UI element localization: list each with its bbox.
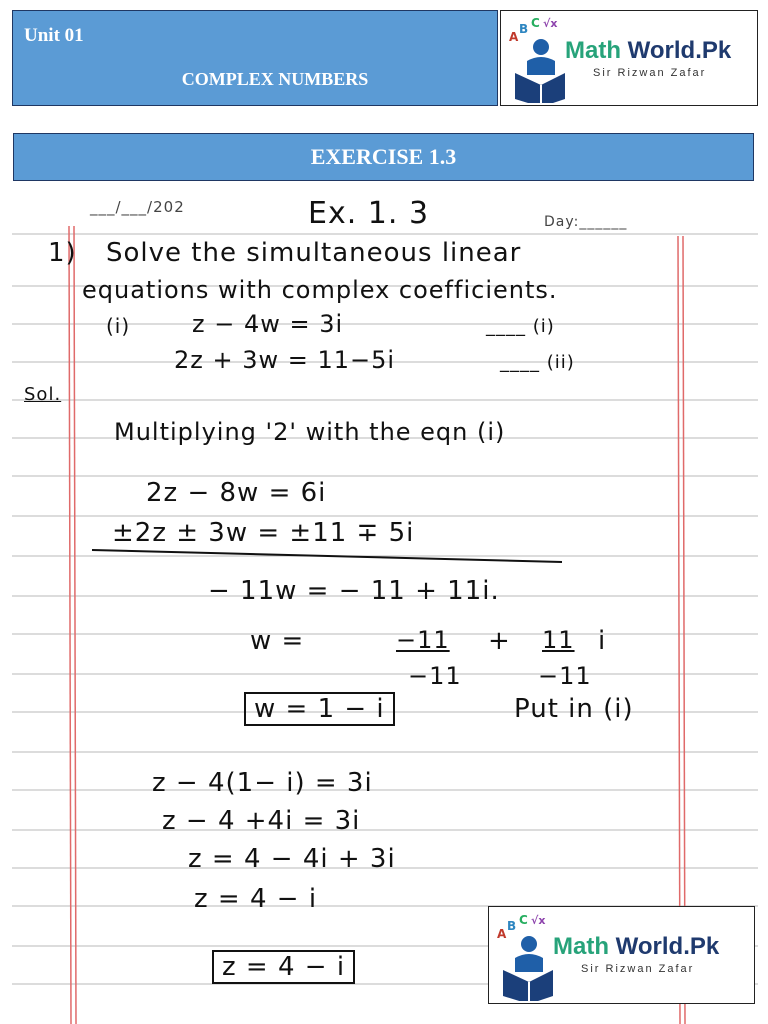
unit-label: Unit 01 (24, 25, 84, 46)
svg-text:B: B (519, 22, 529, 36)
solution-label: Sol. (24, 384, 62, 405)
solution-line-8: z = 4 − 4i + 3i (188, 844, 396, 874)
question-part: (i) (106, 314, 131, 338)
solution-line-6: z − 4(1− i) = 3i (152, 768, 373, 798)
brand-tagline: Sir Rizwan Zafar (593, 67, 707, 79)
fraction-1-numerator: −11 (396, 626, 450, 654)
logo (500, 10, 758, 106)
unit-header (12, 10, 498, 106)
brand-tagline: Sir Rizwan Zafar (581, 963, 695, 975)
fraction-2-denominator: −11 (538, 662, 592, 690)
day-label: Day:______ (544, 214, 628, 230)
svg-text:√x: √x (531, 914, 546, 927)
exercise-banner: EXERCISE 1.3 (13, 133, 754, 181)
svg-text:C: C (519, 913, 528, 927)
fraction-2-numerator: 11 (542, 626, 575, 654)
svg-text:A: A (497, 927, 507, 941)
brand-name: Math World.Pk (565, 37, 732, 64)
equation-2: 2z + 3w = 11−5i (174, 346, 396, 374)
solution-line-3: − 11w = − 11 + 11i. (208, 576, 500, 606)
question-number: 1) (48, 238, 77, 268)
reader-logo-icon (505, 13, 567, 103)
svg-text:B: B (507, 919, 517, 933)
svg-text:√x: √x (543, 17, 558, 30)
imaginary-unit: i (598, 626, 607, 656)
exercise-heading: Ex. 1. 3 (308, 196, 430, 231)
chapter-title: COMPLEX NUMBERS (181, 69, 369, 89)
solution-line-7: z − 4 +4i = 3i (162, 806, 361, 836)
solution-line-1: 2z − 8w = 6i (146, 478, 327, 508)
question-line-1: Solve the simultaneous linear (106, 238, 522, 268)
svg-text:A: A (509, 30, 519, 44)
brand-name: Math World.Pk (553, 933, 720, 960)
svg-text:C: C (531, 16, 540, 30)
reader-logo-icon (493, 909, 555, 1001)
solution-line-2: ±2z ± 3w = ±11 ∓ 5i (112, 518, 415, 548)
question-line-2: equations with complex coefficients. (82, 276, 558, 304)
step-text: Multiplying '2' with the eqn (i) (114, 418, 506, 446)
put-in-note: Put in (i) (514, 694, 634, 724)
solution-line-4-lhs: w = (250, 626, 305, 656)
footer-logo (488, 906, 755, 1004)
boxed-result-z: z = 4 − i (212, 950, 355, 984)
date-line: ___/___/202 (90, 198, 185, 216)
equation-1-tag: ____ (i) (486, 316, 555, 337)
fraction-1-denominator: −11 (408, 662, 462, 690)
plus-sign: + (488, 626, 511, 656)
solution-line-9: z = 4 − i (194, 884, 318, 914)
equation-2-tag: ____ (ii) (500, 352, 575, 373)
notebook-page (12, 186, 758, 1024)
boxed-result-w: w = 1 − i (244, 692, 395, 726)
equation-1: z − 4w = 3i (192, 310, 344, 338)
